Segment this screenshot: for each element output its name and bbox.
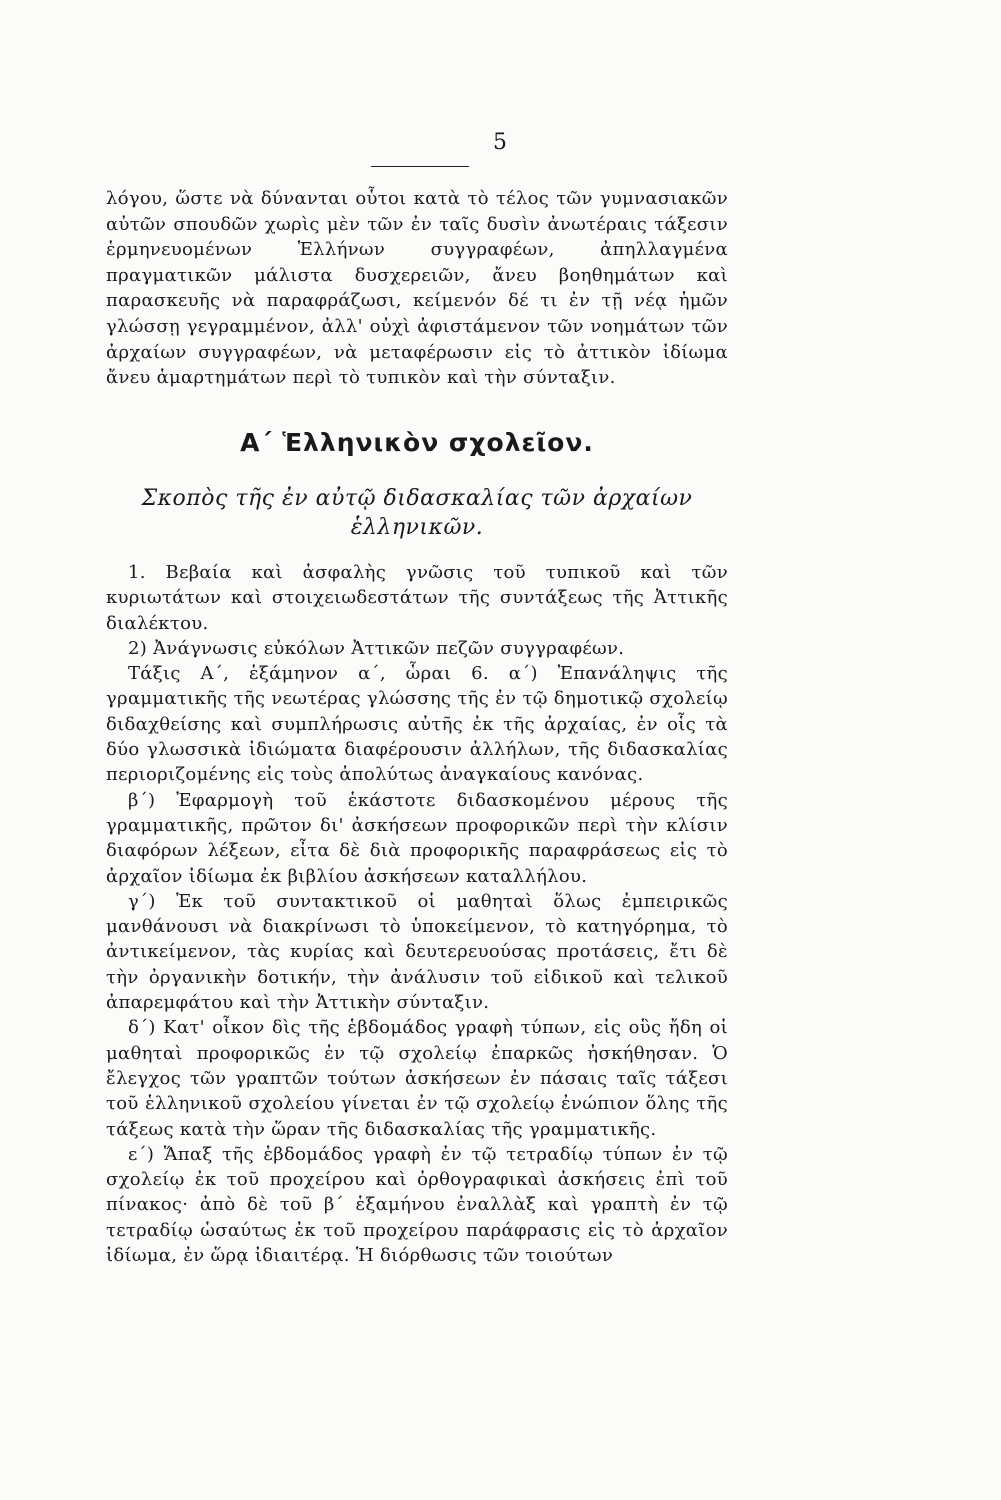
section-subheading bbox=[106, 484, 728, 542]
paragraph-5: γ΄) Ἐκ τοῦ συντακτικοῦ οἱ μαθηταὶ ὅλως ἐμπειρικῶς μανθάνουσι νὰ διακρίνωσι τὸ ὑποκείμενον, τὸ κατηγόρημα, τὸ ἀντικείμενον, τὰς κυρίας καὶ δευτερευούσας προτάσεις, ἔτι δὲ τὴν ὀργανικὴν δοτικήν, τὴν ἀνάλυσιν τοῦ εἰδικοῦ καὶ τελικοῦ ἀπαρεμφάτου καὶ τὴν Ἀττικὴν σύνταξιν. bbox=[106, 890, 728, 1014]
subheading-line-2: ἑλληνικῶν. bbox=[350, 515, 484, 540]
paragraph-7: ε΄) Ἅπαξ τῆς ἑβδομάδος γραφὴ ἐν τῷ τετραδίῳ τύπων ἐν τῷ σχολείῳ ἐκ τοῦ προχείρου καὶ ὀρθογραφικαὶ ἀσκήσεις ἐπὶ τοῦ πίνακος· ἀπὸ δὲ τοῦ β΄ ἑξαμήνου ἐναλλὰξ καὶ γραπτὴ ἐν τῷ τετραδίῳ ὡσαύτως ἐκ τοῦ προχείρου παράφρασις εἰς τὸ ἀρχαῖον ἰδίωμα, ἐν ὥρᾳ ἰδιαιτέρᾳ. Ἡ διόρθωσις τῶν τοιούτων bbox=[106, 1143, 728, 1267]
paragraph-4: β΄) Ἐφαρμογὴ τοῦ ἑκάστοτε διδασκομένου μέρους τῆς γραμματικῆς, πρῶτον δι' ἀσκήσεων προφορικῶν περὶ τὴν κλίσιν διαφόρων λέξεων, εἶτα δὲ διὰ προφορικῆς παραφράσεως εἰς τὸ ἀρχαῖον ἰδίωμα ἐκ βιβλίου ἀσκήσεων καταλλήλου. bbox=[106, 789, 728, 887]
paragraph-2: 2) Ἀνάγνωσις εὐκόλων Ἀττικῶν πεζῶν συγγραφέων. bbox=[128, 637, 625, 659]
body-text bbox=[106, 560, 728, 1268]
subheading-line-1: Σκοπὸς τῆς ἐν αὐτῷ διδασκαλίας τῶν ἀρχαίων bbox=[141, 486, 693, 511]
paragraph-3: Τάξις Α΄, ἑξάμηνον α΄, ὧραι 6. α΄) Ἐπανάληψις τῆς γραμματικῆς τῆς νεωτέρας γλώσσης τῆς ἐν τῷ δημοτικῷ σχολείῳ διδαχθείσης καὶ συμπλήρωσις αὐτῆς ἐκ τῆς ἀρχαίας, ἐν οἷς τὰ δύο γλωσσικὰ ἰδιώματα διαφέρουσιν ἀλλήλων, τῆς διδασκαλίας περιοριζομένης εἰς τοὺς ἀπολύτως ἀναγκαίους κανόνας. bbox=[106, 663, 728, 786]
intro-text: λόγου, ὥστε νὰ δύνανται οὗτοι κατὰ τὸ τέλος τῶν γυμνασιακῶν αὐτῶν σπουδῶν χωρὶς μὲν τῶν ἐν ταῖς δυσὶν ἀνωτέραις τάξεσιν ἑρμηνευομένων Ἑλλήνων συγγραφέων, ἀπηλλαγμένα πραγματικῶν μάλιστα δυσχερειῶν, ἄνευ βοηθημάτων καὶ παρασκευῆς νὰ παραφράζωσι, κείμενόν δέ τι ἐν τῇ νέᾳ ἡμῶν γλώσσῃ γεγραμμένον, ἀλλ' οὐχὶ ἀφιστάμενον τῶν νοημάτων τῶν ἀρχαίων συγγραφέων, νὰ μεταφέρωσιν εἰς τὸ ἀττικὸν ἰδίωμα ἄνευ ἁμαρτημάτων περὶ τὸ τυπικὸν καὶ τὴν σύνταξιν. bbox=[106, 188, 728, 389]
paragraph-1: 1. Βεβαία καὶ ἀσφαλὴς γνῶσις τοῦ τυπικοῦ καὶ τῶν κυριωτάτων καὶ στοιχειωδεστάτων τῆς συντάξεως τῆς Ἀττικῆς διαλέκτου. bbox=[106, 562, 728, 634]
intro-paragraph bbox=[106, 186, 728, 391]
header-rule bbox=[371, 166, 469, 167]
section-heading: Α΄ Ἑλληνικὸν σχολεῖον. bbox=[240, 428, 594, 457]
paragraph-6: δ΄) Κατ' οἶκον δὶς τῆς ἑβδομάδος γραφὴ τύπων, εἰς οὓς ἤδη οἱ μαθηταὶ προφορικῶς ἐν τῷ σχολείῳ ἐπαρκῶς ἠσκήθησαν. Ὁ ἔλεγχος τῶν γραπτῶν τούτων ἀσκήσεων ἐν πάσαις ταῖς τάξεσι τοῦ ἑλληνικοῦ σχολείου γίνεται ἐν τῷ σχολείῳ ἐνώπιον ὅλης τῆς τάξεως κατὰ τὴν ὥραν τῆς διδασκαλίας τῆς γραμματικῆς. bbox=[106, 1017, 728, 1140]
page-number: 5 bbox=[493, 130, 508, 155]
